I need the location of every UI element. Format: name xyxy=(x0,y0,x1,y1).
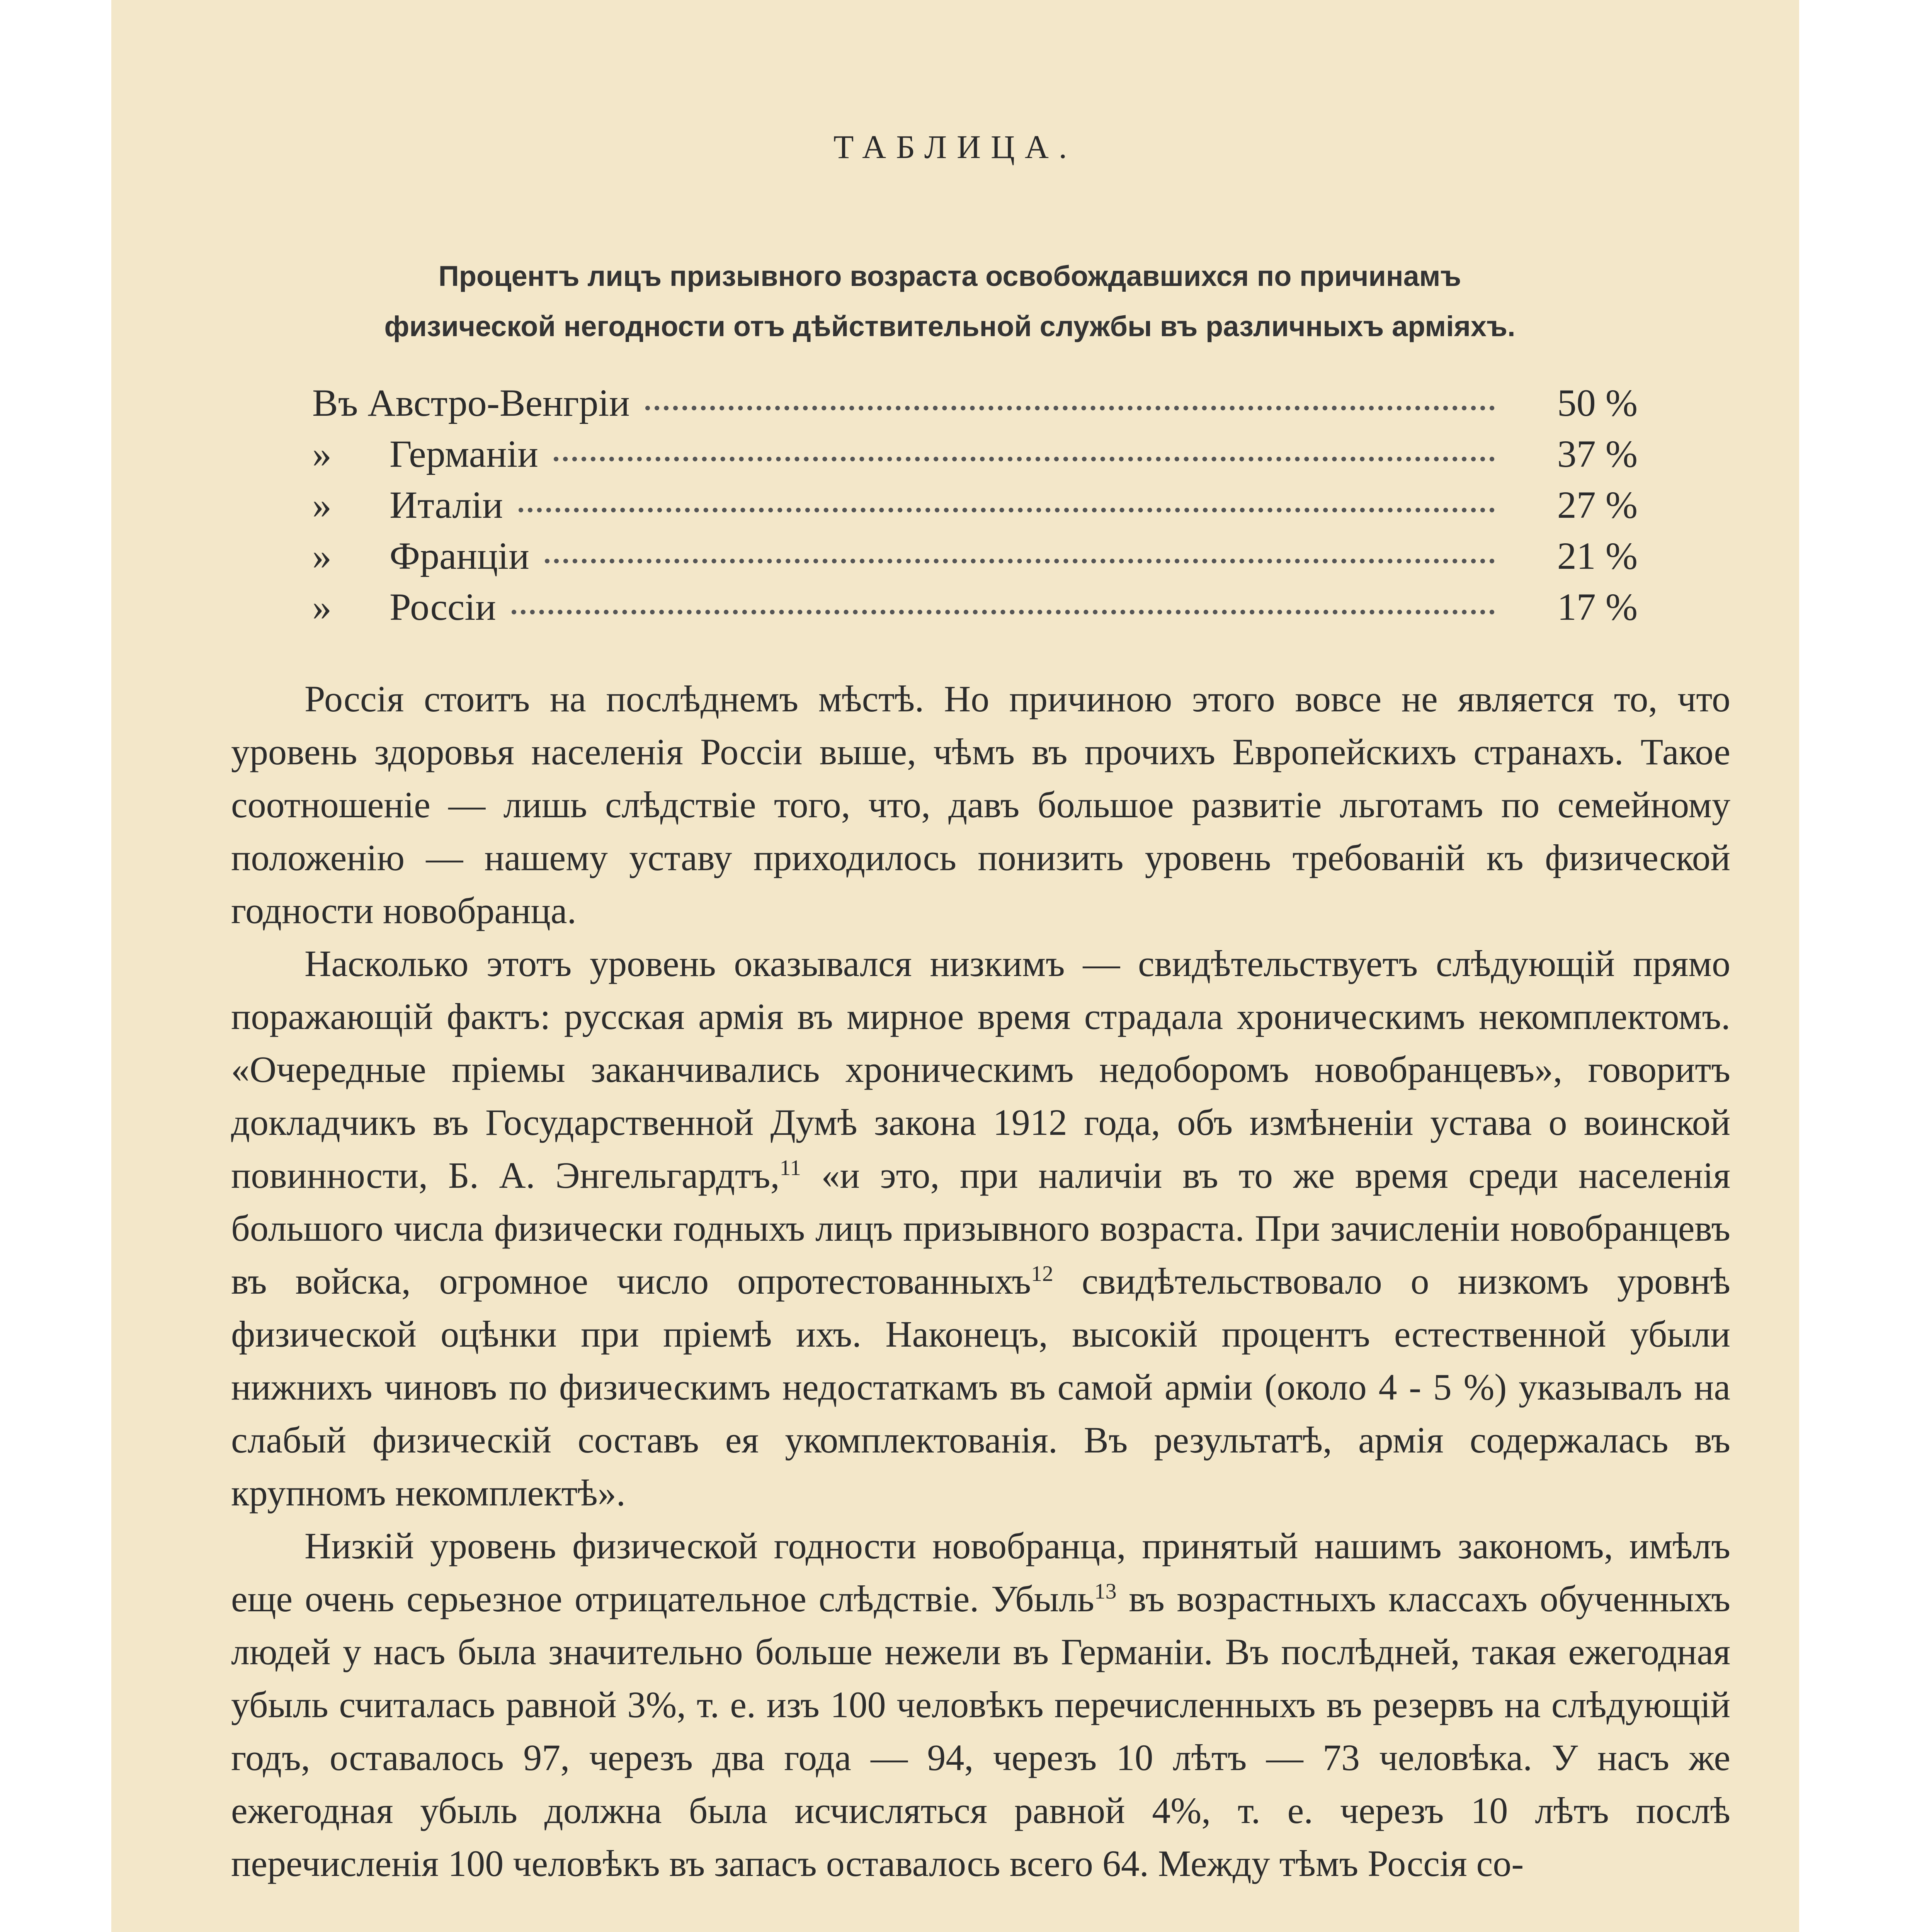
dot-leader xyxy=(545,559,1495,563)
row-value: 37 % xyxy=(1557,432,1638,475)
row-label: Австро-Венгріи xyxy=(367,381,630,424)
body-text xyxy=(231,672,1730,1890)
row-value: 27 % xyxy=(1557,483,1638,526)
caption-line-2: физической негодности отъ дѣйствительной службы въ различныхъ арміяхъ. xyxy=(384,310,1516,342)
table-row xyxy=(312,534,1638,585)
paragraph-2: Насколько этотъ уровень оказывался низкимъ — свидѣтельствуетъ слѣдующій прямо поражающій фактъ: русская армія въ мирное время страдала хроническимъ некомплектомъ. «Очередные пріемы заканчивались хроническимъ недоборомъ новобранцевъ», говоритъ докладчикъ въ Государственной Думѣ закона 1912 года, объ измѣненіи устава о воинской повинности, Б. А. Энгельгардтъ,$^{11}$ «и это, при наличіи въ то же время среди населенія большого числа физически годныхъ лицъ призывного возраста. При зачисленіи новобранцевъ въ войска, огромное число опротестованныхъ$^{12}$ свидѣтельствовало о низкомъ уровнѣ физической оцѣнки при пріемѣ ихъ. Наконецъ, высокій процентъ естественной убыли нижнихъ чиновъ по физическимъ недостаткамъ въ самой арміи (около 4 - 5 %) указывалъ на слабый физическій составъ ея укомплектованія. Въ результатѣ, армія содержалась въ крупномъ некомплектѣ». xyxy=(231,943,1730,1514)
percent-table xyxy=(312,381,1638,636)
row-prefix: » xyxy=(312,585,332,628)
page-heading: ТАБЛИЦА. xyxy=(833,128,1077,165)
paragraph-1: Россія стоитъ на послѣднемъ мѣстѣ. Но причиною этого вовсе не является то, что уровень здоровья населенія Россіи выше, чѣмъ въ прочихъ Европейскихъ странахъ. Такое соотношеніе — лишь слѣдствіе того, что, давъ большое развитіе льготамъ по семейному положенію — нашему уставу приходилось понизить уровень требованій къ физической годности новобранца. xyxy=(231,678,1730,931)
table-row xyxy=(312,483,1638,534)
dot-leader xyxy=(554,457,1495,461)
row-prefix: » xyxy=(312,534,332,577)
caption-line-1: Процентъ лицъ призывного возраста освобождавшихся по причинамъ xyxy=(438,260,1461,292)
table-caption xyxy=(250,251,1649,352)
dot-leader xyxy=(645,406,1495,410)
row-value: 17 % xyxy=(1557,585,1638,628)
row-label: Германіи xyxy=(390,432,538,475)
row-value: 21 % xyxy=(1557,534,1638,577)
dot-leader xyxy=(512,610,1495,614)
paragraph-3: Низкій уровень физической годности новобранца, принятый нашимъ закономъ, имѣлъ еще очень серьезное отрицательное слѣдствіе. Убыль$^{13}$ въ возрастныхъ классахъ обученныхъ людей у насъ была значительно больше нежели въ Германіи. Въ послѣдней, такая ежегодная убыль считалась равной 3%, т. е. изъ 100 человѣкъ перечисленныхъ въ резервъ на слѣдующій годъ, оставалось 97, черезъ два года — 94, черезъ 10 лѣтъ — 73 человѣка. У насъ же ежегодная убыль должна была исчисляться равной 4%, т. е. черезъ 10 лѣтъ послѣ перечисленія 100 человѣкъ въ запасъ оставалось всего 64. Между тѣмъ Россія со- xyxy=(231,1525,1731,1884)
footnote-ref-13: 13 xyxy=(1094,1579,1117,1604)
table-row xyxy=(312,585,1638,636)
table-row xyxy=(312,432,1638,483)
row-label: Россіи xyxy=(390,585,496,628)
row-label: Италіи xyxy=(390,483,503,526)
row-label: Франціи xyxy=(390,534,529,577)
dot-leader xyxy=(519,508,1495,512)
row-prefix: » xyxy=(312,483,332,526)
row-value: 50 % xyxy=(1557,381,1638,424)
book-page xyxy=(111,0,1799,1932)
footnote-ref-11: 11 xyxy=(779,1156,801,1180)
row-prefix: » xyxy=(312,432,332,475)
table-row: Въ Австро-Венгріи 50 % xyxy=(312,381,1638,424)
footnote-ref-12: 12 xyxy=(1031,1262,1053,1286)
